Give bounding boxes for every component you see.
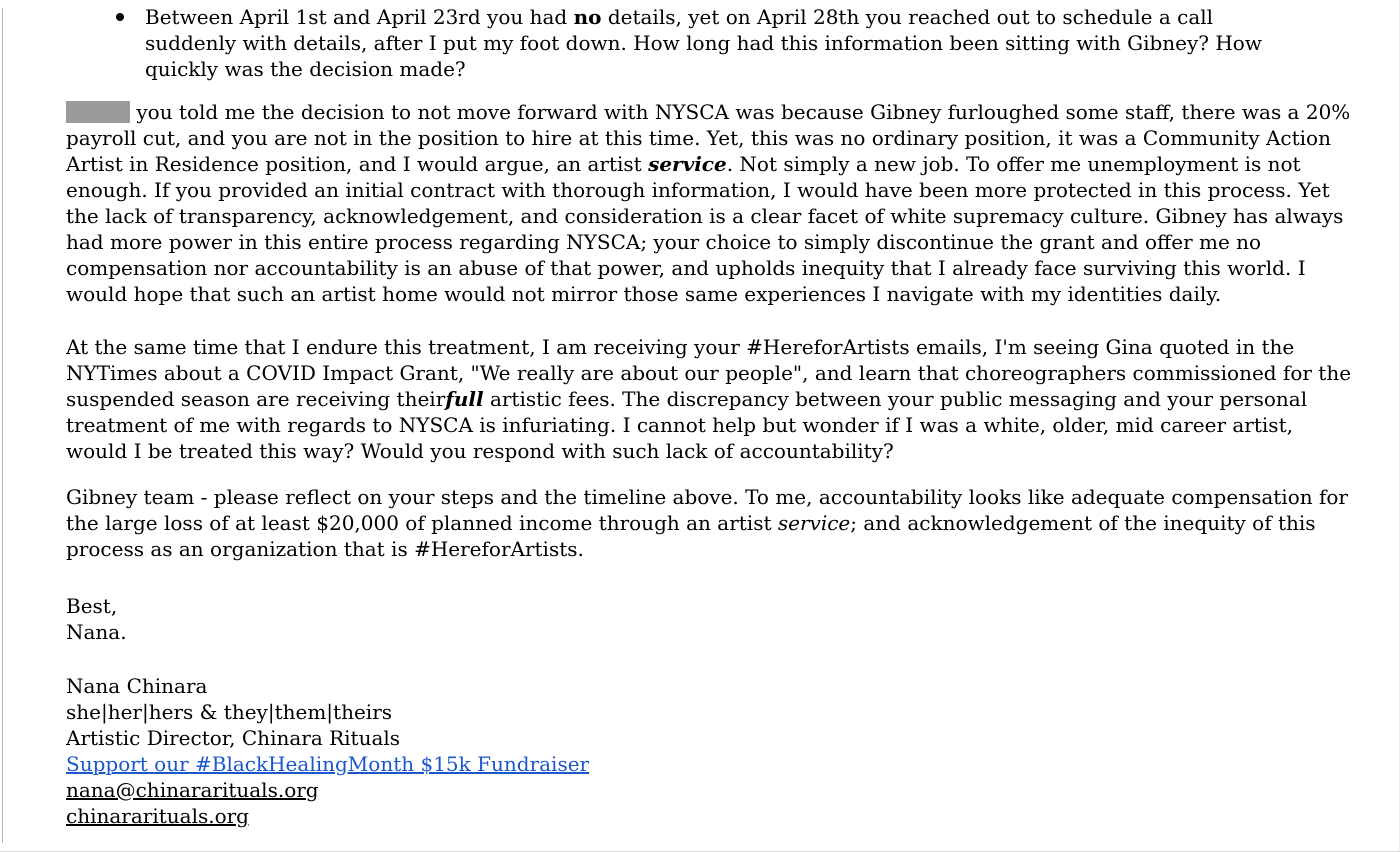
redacted-name-box [66, 101, 130, 123]
signoff-best: Best, [66, 594, 118, 618]
bullet-text-post: details, yet on April 28th you reached out to schedule a call suddenly with details, after I put my foot down. How long had this information been sitting with Gibney? How quickly was the decision made? [145, 5, 1262, 81]
website-link[interactable]: chinararituals.org [66, 804, 249, 828]
signature-block [66, 673, 1358, 829]
paragraph-text-pre: At the same time that I endure this treatment, I am receiving your #HereforArtists emails, I'm seeing Gina quoted in the NYTimes about a COVID Impact Grant, "We really are about our people", and learn that choreographers commissioned for the suspended season are receiving their [66, 335, 1352, 411]
paragraph-text-post: artistic fees. The discrepancy between your public messaging and your personal treatment of me with regards to NYSCA is infuriating. I cannot help but wonder if I was a white, older, mid career artist, would I be treated this way? Would you respond with such lack of accountability? [66, 387, 1308, 463]
paragraph-text-post: . Not simply a new job. To offer me unemployment is not enough. If you provided an initial contract with thorough information, I would have been more protected in this process. Yet the lack of transparency, acknowledgement, and consideration is a clear facet of white supremacy culture. Gibney has always had more power in this entire process regarding NYSCA; your choice to simply discontinue the grant and offer me no compensation nor accountability is an abuse of that power, and upholds inequity that I already face surviving this world. I would hope that such an artist home would not mirror those same experiences I navigate with my identities daily. [66, 152, 1344, 306]
paragraph-emphasis-full: full [445, 387, 484, 411]
paragraph-emphasis-service: service [777, 511, 851, 535]
bullet-list-item [66, 4, 1306, 82]
paragraph-treatment-discrepancy [66, 334, 1358, 464]
paragraph-text-post: ; and acknowledgement of the inequity of this process as an organization that is #HereforArtists. [66, 511, 1316, 561]
bullet-text-pre: Between April 1st and April 23rd you had [145, 5, 574, 29]
email-body-text [66, 4, 1358, 829]
paragraph-nysca-decision [66, 99, 1358, 307]
paragraph-text-pre: Gibney team - please reflect on your steps and the timeline above. To me, accountability looks like adequate compensation for the large loss of at least $20,000 of planned income through an artist [66, 485, 1348, 535]
bullet-text-bold: no [573, 5, 602, 29]
paragraph-emphasis-service: service [648, 152, 727, 176]
signature-name: Nana Chinara [66, 674, 208, 698]
bullet-marker-icon [116, 13, 124, 21]
paragraph-accountability-request [66, 484, 1358, 562]
signature-title: Artistic Director, Chinara Rituals [66, 726, 401, 750]
paragraph-text-pre: you told me the decision to not move forward with NYSCA was because Gibney furloughed some staff, there was a 20% payroll cut, and you are not in the position to hire at this time. Yet, this was no ordinary position, it was a Community Action Artist in Residence position, and I would argue, an artist [66, 100, 1351, 176]
left-border-rule [2, 8, 3, 843]
signoff-block [66, 593, 1358, 645]
email-address-link[interactable]: nana@chinararituals.org [66, 778, 319, 802]
signature-pronouns: she|her|hers & they|them|theirs [66, 700, 393, 724]
fundraiser-link[interactable]: Support our #BlackHealingMonth $15k Fundraiser [66, 752, 590, 776]
signoff-name: Nana. [66, 620, 127, 644]
